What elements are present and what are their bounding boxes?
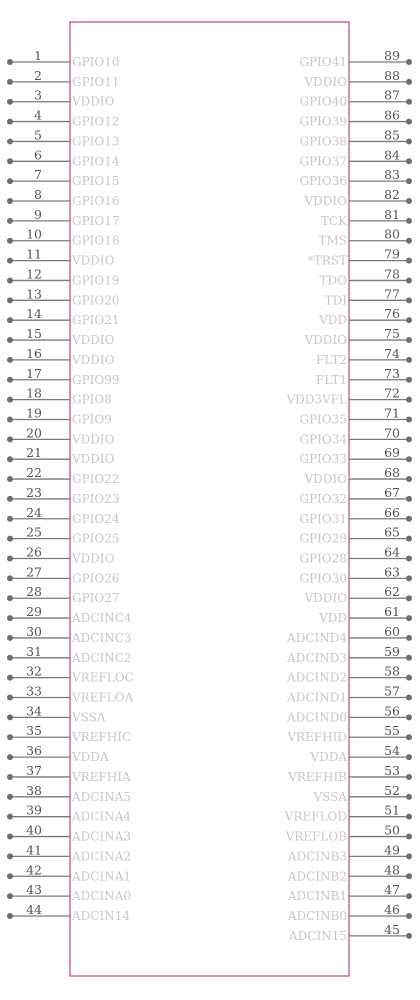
pin-endpoint-dot [406, 556, 412, 562]
pin-endpoint-dot [7, 675, 13, 681]
pin-number: 52 [384, 782, 400, 798]
pin-endpoint-dot [7, 158, 13, 164]
pin-endpoint-dot [406, 258, 412, 264]
pin-number: 78 [384, 266, 400, 282]
pin-endpoint-dot [7, 774, 13, 780]
pin-name: GPIO41 [299, 55, 347, 69]
pin-name: ADCINB1 [287, 889, 347, 904]
pin-name: VDDIO [72, 333, 115, 348]
pin-endpoint-dot [406, 138, 412, 144]
pin-name: VREFHIA [72, 769, 131, 784]
pin-number: 15 [26, 326, 42, 342]
pin-number: 26 [26, 544, 42, 560]
pin-number: 21 [26, 445, 42, 461]
pin-number: 29 [26, 604, 42, 620]
pin-name: GPIO32 [299, 491, 347, 506]
pin-name: GPIO28 [299, 551, 347, 566]
pin-endpoint-dot [406, 397, 412, 403]
pin-number: 11 [26, 246, 42, 262]
pin-name: GPIO14 [72, 154, 120, 169]
pin-endpoint-dot [7, 536, 13, 542]
pin-endpoint-dot [406, 774, 412, 780]
pin-number: 74 [384, 345, 400, 361]
pin-endpoint-dot [7, 258, 13, 264]
pin-number: 9 [34, 206, 42, 222]
pin-name: VDDIO [304, 194, 347, 209]
pin-name: GPIO99 [72, 372, 120, 387]
pin-endpoint-dot [406, 794, 412, 800]
pin-name: GPIO35 [299, 412, 347, 427]
pin-endpoint-dot [7, 317, 13, 323]
pin-number: 68 [384, 465, 400, 481]
pin-endpoint-dot [7, 834, 13, 840]
pin-name: GPIO23 [72, 491, 120, 506]
pin-name: ADCIND1 [287, 690, 347, 705]
pin-number: 81 [384, 206, 400, 222]
pin-name: *TRST [307, 253, 347, 268]
pin-number: 48 [384, 862, 400, 878]
pin-number: 23 [26, 484, 42, 500]
pin-endpoint-dot [7, 456, 13, 462]
pin-endpoint-dot [406, 198, 412, 204]
pin-endpoint-dot [7, 814, 13, 820]
pin-name: VDD [319, 313, 347, 328]
pin-number: 7 [34, 167, 42, 183]
pin-number: 83 [384, 167, 400, 183]
pin-endpoint-dot [406, 853, 412, 859]
pin-endpoint-dot [7, 436, 13, 442]
pin-number: 87 [384, 87, 400, 103]
pin-number: 14 [26, 306, 42, 322]
pin-number: 32 [26, 663, 42, 679]
pin-endpoint-dot [406, 317, 412, 323]
pin-name: ADCINB3 [287, 849, 347, 864]
pin-endpoint-dot [7, 893, 13, 899]
pin-endpoint-dot [7, 734, 13, 740]
pin-name: GPIO11 [72, 74, 120, 89]
pin-name: ADCINB2 [287, 869, 347, 884]
pin-name: VREFLOC [72, 670, 134, 685]
pin-endpoint-dot [406, 218, 412, 224]
pin-number: 47 [384, 882, 400, 898]
pin-endpoint-dot [7, 99, 13, 105]
pin-number: 30 [26, 623, 42, 639]
pin-name: GPIO31 [299, 511, 347, 526]
pin-number: 6 [34, 147, 42, 163]
pin-number: 19 [26, 405, 42, 421]
pin-number: 53 [384, 762, 400, 778]
pin-name: GPIO8 [72, 392, 112, 407]
pin-number: 20 [26, 425, 42, 441]
pin-number: 80 [384, 226, 400, 242]
pin-endpoint-dot [7, 337, 13, 343]
pin-number: 65 [384, 524, 400, 540]
pin-endpoint-dot [406, 675, 412, 681]
pin-number: 71 [384, 405, 400, 421]
pin-endpoint-dot [7, 59, 13, 65]
pin-number: 2 [34, 67, 42, 83]
pin-name: TDI [324, 293, 347, 308]
pin-number: 51 [384, 802, 400, 818]
pin-name: ADCIND3 [287, 650, 347, 665]
pin-endpoint-dot [7, 476, 13, 482]
pin-number: 13 [26, 286, 42, 302]
pin-name: ADCINA4 [72, 809, 132, 824]
pin-number: 4 [34, 107, 42, 123]
pin-endpoint-dot [406, 933, 412, 939]
pin-endpoint-dot [7, 635, 13, 641]
pin-endpoint-dot [7, 516, 13, 522]
pin-endpoint-dot [406, 456, 412, 462]
pin-name: GPIO40 [299, 94, 347, 109]
pin-name: GPIO38 [299, 134, 347, 149]
pin-name: GPIO27 [72, 591, 120, 606]
pin-number: 69 [384, 445, 400, 461]
pin-endpoint-dot [406, 337, 412, 343]
pin-number: 8 [34, 187, 42, 203]
pin-number: 40 [26, 822, 42, 838]
pin-endpoint-dot [406, 178, 412, 184]
pin-endpoint-dot [406, 119, 412, 125]
pin-endpoint-dot [406, 99, 412, 105]
pin-endpoint-dot [406, 893, 412, 899]
pin-name: ADCIND4 [287, 630, 347, 645]
pin-name: TCK [320, 213, 347, 228]
pin-endpoint-dot [7, 397, 13, 403]
pin-name: VSSA [313, 789, 347, 804]
pin-number: 10 [26, 226, 42, 242]
pin-number: 28 [26, 584, 42, 600]
pin-number: 27 [26, 564, 42, 580]
pin-number: 79 [384, 246, 400, 262]
pin-number: 41 [26, 842, 42, 858]
pin-name: ADCIN15 [289, 928, 347, 943]
pin-endpoint-dot [7, 496, 13, 502]
pin-name: VDDIO [72, 432, 115, 447]
pin-number: 64 [384, 544, 400, 560]
pin-endpoint-dot [7, 556, 13, 562]
pin-name: VDDIO [304, 333, 347, 348]
pin-name: ADCIND0 [287, 710, 347, 725]
pin-name: ADCINC4 [72, 611, 132, 626]
pin-name: ADCINA2 [72, 849, 132, 864]
pin-name: ADCINA0 [72, 889, 132, 904]
pin-number: 76 [384, 306, 400, 322]
pin-number: 62 [384, 584, 400, 600]
pin-endpoint-dot [406, 357, 412, 363]
pin-name: ADCIND2 [287, 670, 347, 685]
pin-name: VREFLOA [72, 690, 134, 705]
pin-number: 63 [384, 564, 400, 580]
pin-endpoint-dot [7, 714, 13, 720]
pin-name: GPIO24 [72, 511, 120, 526]
pin-name: VDDIO [72, 253, 115, 268]
pin-name: GPIO18 [72, 233, 120, 248]
pin-name: FLT2 [316, 352, 347, 367]
pin-number: 50 [384, 822, 400, 838]
pin-number: 42 [26, 862, 42, 878]
pin-endpoint-dot [7, 595, 13, 601]
pin-number: 75 [384, 326, 400, 342]
pin-name: VDDIO [72, 452, 115, 467]
pin-endpoint-dot [406, 655, 412, 661]
pin-number: 60 [384, 623, 400, 639]
pin-endpoint-dot [406, 416, 412, 422]
pin-name: GPIO34 [299, 432, 347, 447]
pin-number: 56 [384, 703, 400, 719]
pin-number: 24 [26, 504, 42, 520]
pin-name: GPIO39 [299, 114, 347, 129]
pin-endpoint-dot [406, 238, 412, 244]
pin-name: VREFHIB [288, 769, 347, 784]
pin-name: ADCIN14 [72, 908, 130, 923]
pin-endpoint-dot [7, 873, 13, 879]
pin-name: VDD [319, 611, 347, 626]
pin-number: 57 [384, 683, 400, 699]
pin-endpoint-dot [7, 238, 13, 244]
pin-endpoint-dot [7, 377, 13, 383]
pin-endpoint-dot [406, 158, 412, 164]
pin-endpoint-dot [406, 377, 412, 383]
pin-name: GPIO17 [72, 213, 120, 228]
pin-name: GPIO30 [299, 571, 347, 586]
pin-name: GPIO25 [72, 531, 120, 546]
pin-endpoint-dot [406, 436, 412, 442]
pin-name: GPIO13 [72, 134, 120, 149]
pin-name: GPIO26 [72, 571, 120, 586]
pin-name: GPIO33 [299, 452, 347, 467]
pin-number: 1 [34, 48, 42, 63]
pin-name: GPIO20 [72, 293, 120, 308]
pin-endpoint-dot [7, 655, 13, 661]
pin-endpoint-dot [406, 714, 412, 720]
pin-name: ADCINA1 [72, 869, 132, 884]
pin-number: 33 [26, 683, 42, 699]
pin-number: 34 [26, 703, 42, 719]
pin-name: GPIO37 [299, 154, 347, 169]
pin-name: VDDIO [72, 352, 115, 367]
pin-name: VDDIO [304, 472, 347, 487]
pin-number: 39 [26, 802, 42, 818]
pin-endpoint-dot [7, 138, 13, 144]
pin-number: 45 [384, 921, 400, 937]
pin-endpoint-dot [7, 198, 13, 204]
pin-endpoint-dot [406, 59, 412, 65]
pin-endpoint-dot [406, 913, 412, 919]
pin-endpoint-dot [7, 794, 13, 800]
pin-name: VSSA [72, 710, 106, 725]
pin-endpoint-dot [7, 695, 13, 701]
pin-endpoint-dot [7, 754, 13, 760]
pin-name: GPIO10 [72, 55, 120, 69]
pin-number: 49 [384, 842, 400, 858]
pin-name: GPIO19 [72, 273, 120, 288]
pin-number: 36 [26, 743, 42, 759]
pin-number: 61 [384, 604, 400, 620]
pin-endpoint-dot [406, 873, 412, 879]
pin-name: ADCINA5 [72, 789, 132, 804]
pin-name: ADCINC2 [72, 650, 132, 665]
pin-number: 89 [384, 48, 400, 63]
pin-endpoint-dot [406, 834, 412, 840]
pin-name: ADCINB0 [287, 908, 347, 923]
pin-endpoint-dot [406, 754, 412, 760]
pin-number: 5 [34, 127, 42, 143]
pin-number: 22 [26, 465, 42, 481]
pin-name: VDDA [310, 750, 347, 765]
pin-number: 54 [384, 743, 400, 759]
pin-number: 70 [384, 425, 400, 441]
pin-name: VDD3VFL [286, 392, 347, 407]
pin-number: 72 [384, 385, 400, 401]
pin-name: VREFLOD [284, 809, 347, 824]
pin-endpoint-dot [406, 814, 412, 820]
pin-number: 88 [384, 67, 400, 83]
pin-number: 17 [26, 365, 42, 381]
pin-number: 43 [26, 882, 42, 898]
pin-number: 67 [384, 484, 400, 500]
pin-endpoint-dot [406, 496, 412, 502]
pin-endpoint-dot [406, 635, 412, 641]
pin-name: VDDIO [72, 551, 115, 566]
pin-name: VREFHIC [72, 730, 132, 745]
pin-endpoint-dot [406, 575, 412, 581]
pin-number: 46 [384, 901, 400, 917]
pin-number: 18 [26, 385, 42, 401]
pin-endpoint-dot [7, 79, 13, 85]
pin-endpoint-dot [406, 695, 412, 701]
pin-endpoint-dot [406, 615, 412, 621]
pin-number: 37 [26, 762, 42, 778]
pin-endpoint-dot [406, 734, 412, 740]
pin-name: FLT1 [316, 372, 347, 387]
pin-name: VDDIO [72, 94, 115, 109]
pin-number: 3 [34, 87, 42, 103]
pin-name: GPIO15 [72, 174, 120, 189]
pin-number: 55 [384, 723, 400, 739]
pin-number: 77 [384, 286, 400, 302]
pin-number: 82 [384, 187, 400, 203]
pin-endpoint-dot [7, 853, 13, 859]
pin-number: 66 [384, 504, 400, 520]
pin-name: GPIO9 [72, 412, 112, 427]
pin-endpoint-dot [7, 297, 13, 303]
pin-number: 31 [26, 643, 42, 659]
pin-endpoint-dot [7, 913, 13, 919]
pin-number: 73 [384, 365, 400, 381]
pin-endpoint-dot [7, 277, 13, 283]
pin-name: GPIO12 [72, 114, 120, 129]
pin-number: 25 [26, 524, 42, 540]
pin-name: ADCINA3 [72, 829, 132, 844]
pin-name: GPIO36 [299, 174, 347, 189]
pin-name: GPIO22 [72, 472, 120, 487]
pin-number: 85 [384, 127, 400, 143]
pin-name: TDO [319, 273, 347, 288]
pin-endpoint-dot [406, 79, 412, 85]
pin-number: 84 [384, 147, 400, 163]
pin-endpoint-dot [7, 357, 13, 363]
pin-endpoint-dot [7, 575, 13, 581]
pin-endpoint-dot [7, 416, 13, 422]
pin-endpoint-dot [7, 615, 13, 621]
pin-name: GPIO21 [72, 313, 120, 328]
pin-number: 86 [384, 107, 400, 123]
pin-name: VREFHID [287, 730, 347, 745]
pin-number: 35 [26, 723, 42, 739]
pin-endpoint-dot [406, 277, 412, 283]
pin-endpoint-dot [406, 476, 412, 482]
pin-name: VDDIO [304, 591, 347, 606]
pin-name: GPIO29 [299, 531, 347, 546]
pin-endpoint-dot [7, 178, 13, 184]
pin-number: 44 [26, 901, 42, 917]
pin-name: TMS [318, 233, 347, 248]
pin-endpoint-dot [7, 218, 13, 224]
pin-name: VREFLOB [285, 829, 347, 844]
pin-name: VDDIO [304, 74, 347, 89]
pin-name: GPIO16 [72, 194, 120, 209]
pin-endpoint-dot [406, 536, 412, 542]
pin-number: 58 [384, 663, 400, 679]
pin-number: 59 [384, 643, 400, 659]
pin-name: ADCINC3 [72, 630, 132, 645]
pin-name: VDDA [72, 750, 109, 765]
pin-endpoint-dot [7, 119, 13, 125]
pin-number: 38 [26, 782, 42, 798]
pin-number: 16 [26, 345, 42, 361]
pin-endpoint-dot [406, 516, 412, 522]
pin-endpoint-dot [406, 595, 412, 601]
pin-number: 12 [26, 266, 42, 282]
pin-endpoint-dot [406, 297, 412, 303]
